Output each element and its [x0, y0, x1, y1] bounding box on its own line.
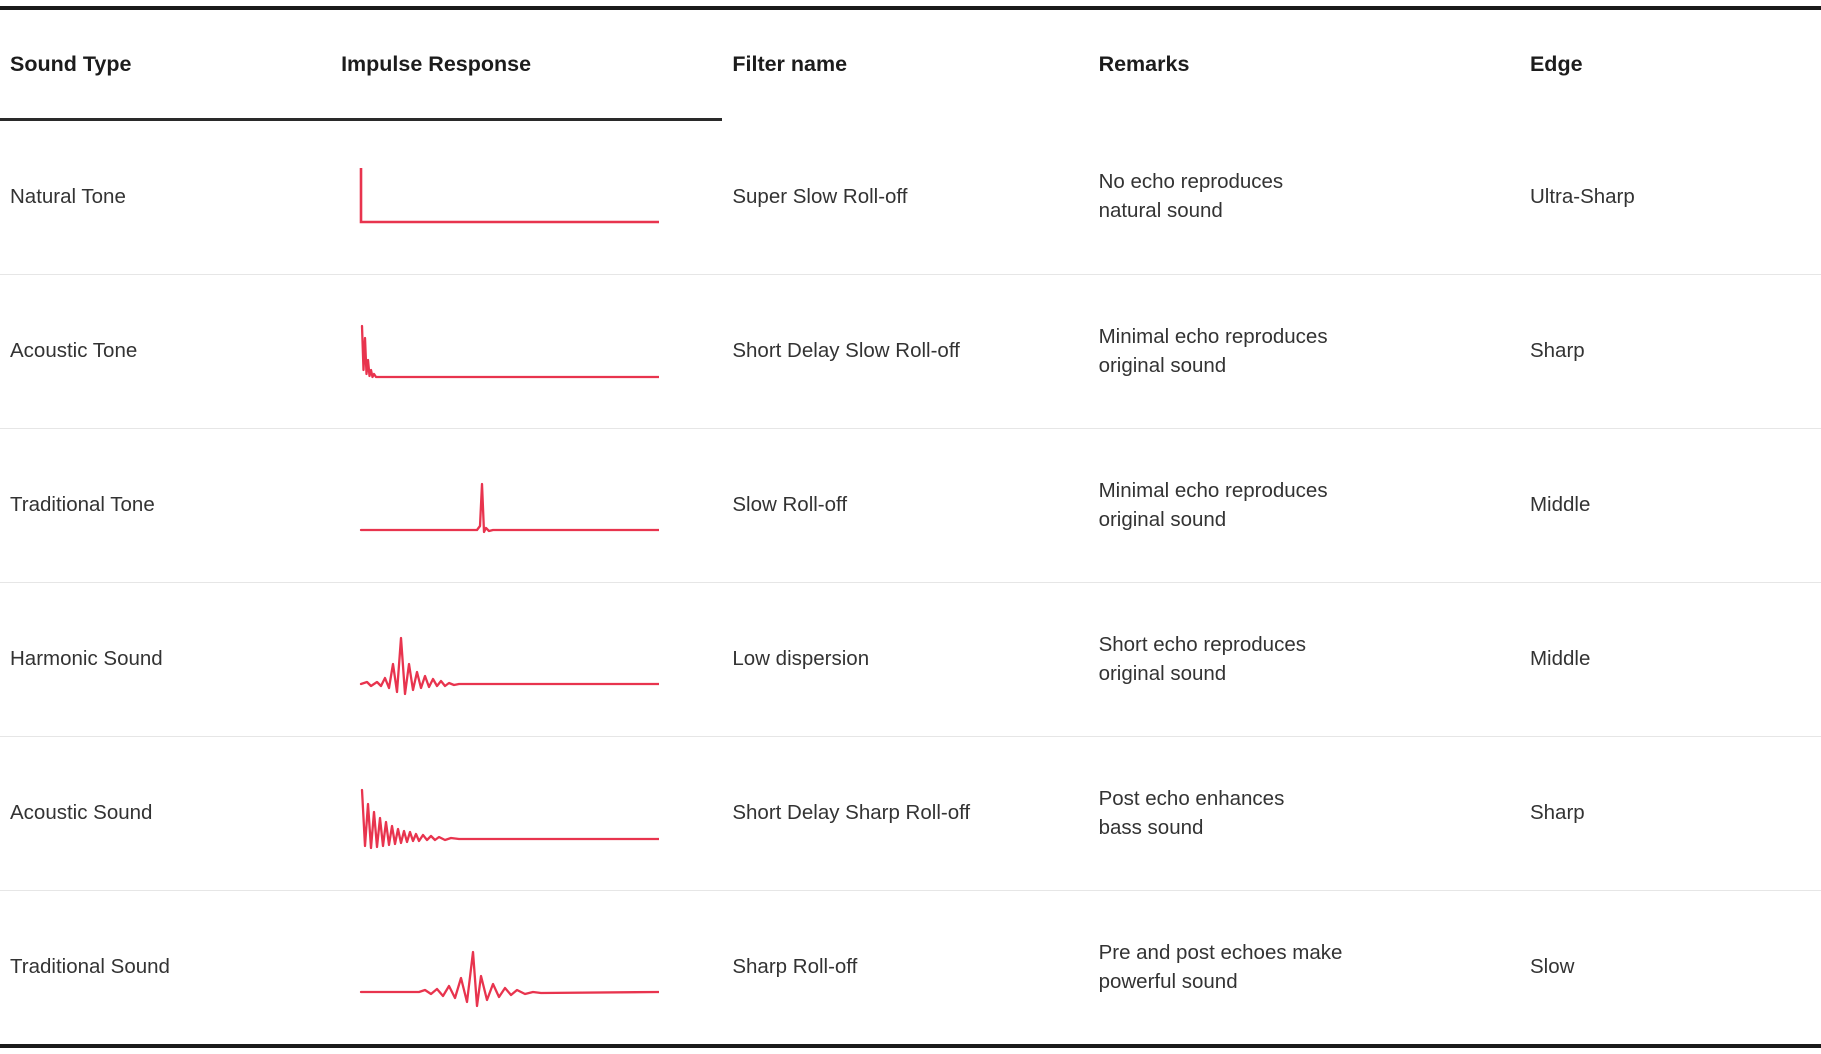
table-header [0, 10, 1821, 120]
cell-remarks [1089, 275, 1520, 429]
cell-sound-type: Traditional Sound [10, 955, 170, 979]
cell-remarks [1089, 120, 1520, 275]
table-row [0, 429, 1821, 583]
cell-filter-name: Slow Roll-off [722, 429, 1088, 583]
cell-impulse-response [331, 583, 722, 737]
column-header-remarks [1089, 10, 1520, 120]
cell-edge: Sharp [1520, 275, 1821, 429]
table-row [0, 891, 1821, 1045]
impulse-response-short-delay-slow-rolloff-icon [359, 304, 659, 400]
column-header-sound-type-label: Sound Type [10, 51, 132, 76]
cell-filter-name: Short Delay Slow Roll-off [722, 275, 1088, 429]
column-header-edge [1520, 10, 1821, 120]
column-header-edge-label: Edge [1529, 52, 1583, 77]
remarks-line-1: Minimal echo reproduces [1098, 479, 1328, 503]
remarks-line-1: No echo reproduces [1098, 170, 1284, 194]
impulse-response-short-delay-sharp-rolloff-icon [359, 766, 659, 862]
cell-edge: Ultra-Sharp [1520, 120, 1821, 275]
cell-filter-name: Short Delay Sharp Roll-off [722, 737, 1088, 891]
cell-edge: Slow [1529, 955, 1575, 979]
table-row [0, 583, 1821, 737]
table-row [0, 120, 1821, 275]
cell-impulse-response [331, 275, 722, 429]
cell-edge: Middle [1520, 583, 1821, 737]
cell-filter-name: Low dispersion [722, 583, 1088, 737]
remarks-line-2: original sound [1098, 353, 1227, 377]
cell-remarks [1089, 429, 1520, 583]
column-header-impulse-response [331, 10, 722, 120]
column-header-filter-name [722, 10, 1088, 120]
remarks-line-2: natural sound [1098, 198, 1223, 222]
table-header-row [0, 10, 1821, 120]
cell-edge: Middle [1520, 429, 1821, 583]
cell-filter-name: Sharp Roll-off [732, 955, 858, 979]
cell-impulse-response [331, 737, 722, 891]
remarks-line-2: original sound [1098, 661, 1227, 685]
cell-sound-type: Acoustic Tone [0, 275, 331, 429]
table-body [0, 120, 1821, 1045]
cell-sound-type: Natural Tone [0, 120, 331, 275]
remarks-line-2: bass sound [1098, 815, 1204, 839]
table-row [0, 275, 1821, 429]
remarks-line-2: original sound [1098, 507, 1227, 531]
cell-remarks [1089, 583, 1520, 737]
column-header-sound-type [0, 10, 331, 120]
cell-sound-type: Harmonic Sound [0, 583, 331, 737]
remarks-line-2: powerful sound [1098, 969, 1238, 993]
table-row [0, 737, 1821, 891]
column-header-remarks-label: Remarks [1098, 52, 1190, 77]
impulse-response-super-slow-rolloff-icon [359, 150, 659, 246]
cell-impulse-response [331, 429, 722, 583]
column-header-impulse-response-label: Impulse Response [341, 51, 532, 76]
remarks-line-1: Pre and post echoes make [1098, 941, 1343, 965]
impulse-response-slow-rolloff-icon [359, 458, 659, 554]
remarks-line-1: Post echo enhances [1098, 787, 1285, 811]
cell-remarks [1089, 891, 1520, 1045]
filter-spec-table [0, 10, 1821, 1044]
remarks-line-1: Minimal echo reproduces [1098, 325, 1328, 349]
column-header-filter-name-label: Filter name [732, 52, 848, 77]
cell-filter-name: Super Slow Roll-off [722, 120, 1088, 275]
cell-edge: Sharp [1520, 737, 1821, 891]
table-bottom-rule [0, 1044, 1821, 1048]
cell-sound-type: Acoustic Sound [0, 737, 331, 891]
cell-impulse-response [331, 891, 722, 1045]
cell-sound-type: Traditional Tone [0, 429, 331, 583]
cell-impulse-response [331, 120, 722, 275]
cell-remarks [1089, 737, 1520, 891]
impulse-response-low-dispersion-icon [359, 612, 659, 708]
impulse-response-sharp-rolloff-icon [359, 920, 659, 1016]
remarks-line-1: Short echo reproduces [1098, 633, 1306, 657]
